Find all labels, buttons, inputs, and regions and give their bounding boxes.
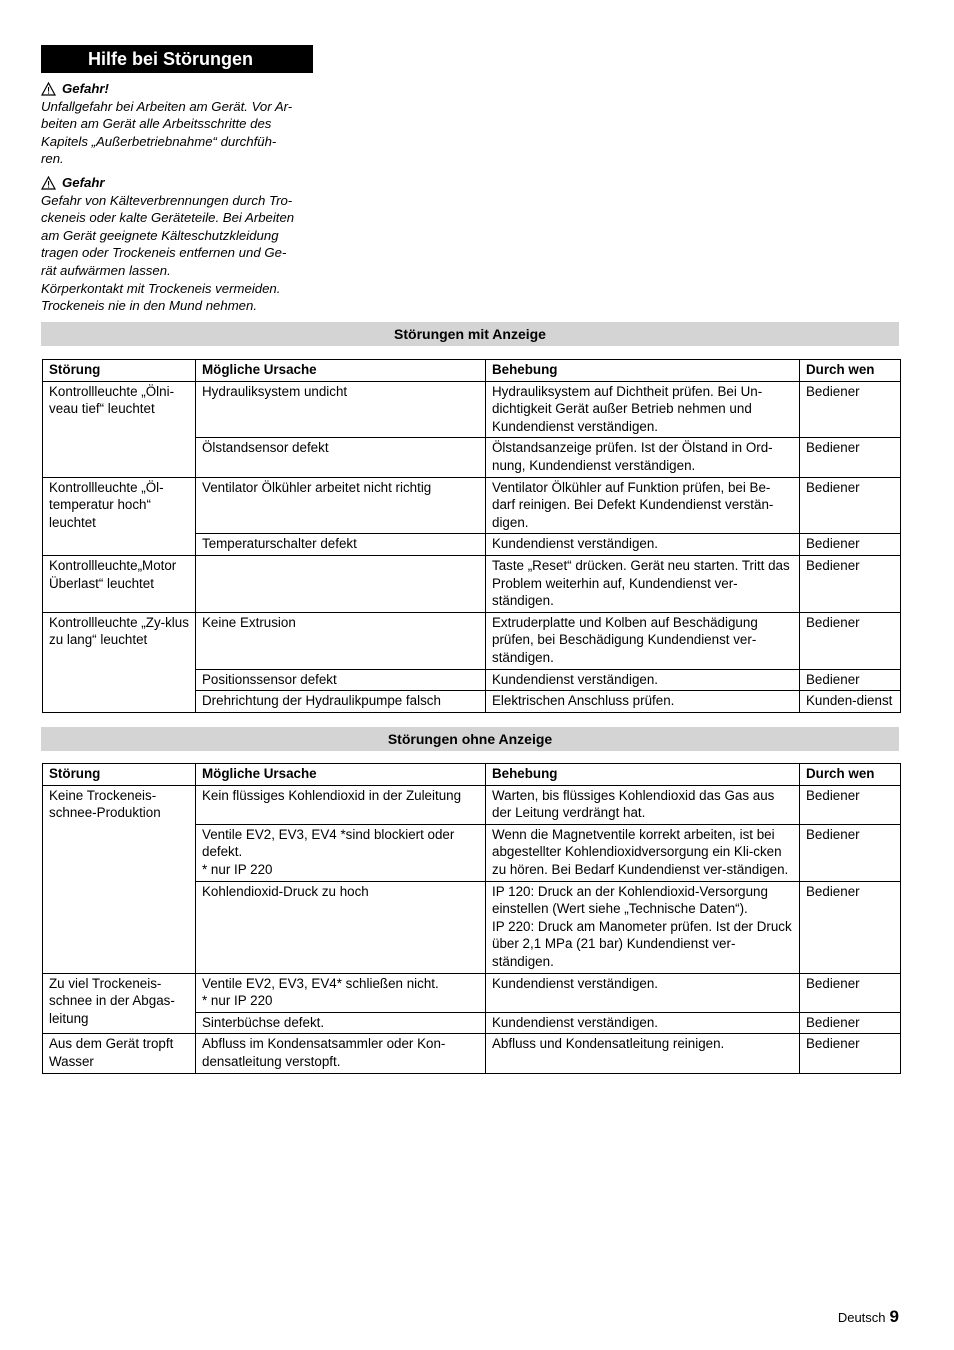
table-row — [43, 381, 901, 438]
warning-line: Trockeneis nie in den Mund nehmen. — [41, 298, 258, 314]
warning-heading-text: Gefahr — [62, 175, 105, 190]
cell-stoerung: Kontrollleuchte„Motor Überlast“ leuchtet — [43, 555, 196, 612]
cell-ursache — [196, 555, 486, 612]
cell-behebung: Kundendienst verständigen. — [486, 669, 800, 691]
cell-ursache: Ölstandsensor defekt — [196, 438, 486, 477]
cell-ursache: Positionssensor defekt — [196, 669, 486, 691]
cell-durch-wen: Bediener — [800, 973, 901, 1012]
cell-stoerung: Kontrollleuchte „Öl-temperatur hoch“ leuchtet — [43, 477, 196, 555]
page-footer — [838, 1307, 899, 1327]
warning-line: ckeneis oder kalte Geräteteile. Bei Arbeiten — [41, 210, 295, 226]
cell-ursache-text: Ventile EV2, EV3, EV4 *sind blockiert oder defekt. — [202, 826, 455, 860]
cell-ursache: Ventilator Ölkühler arbeitet nicht richtig — [196, 477, 486, 534]
cell-ursache: Drehrichtung der Hydraulikpumpe falsch — [196, 691, 486, 713]
section-heading-with-display: Störungen mit Anzeige — [41, 322, 899, 346]
table-header-row — [43, 764, 901, 786]
cell-behebung: Ölstandsanzeige prüfen. Ist der Ölstand in Ord-nung, Kundendienst verständigen. — [486, 438, 800, 477]
table-row — [43, 555, 901, 612]
cell-behebung: Elektrischen Anschluss prüfen. — [486, 691, 800, 713]
warning-triangle-icon — [41, 82, 56, 96]
cell-behebung: Kundendienst verständigen. — [486, 534, 800, 556]
cell-ursache: Temperaturschalter defekt — [196, 534, 486, 556]
danger-warning-2 — [41, 174, 316, 315]
cell-behebung: Kundendienst verständigen. — [486, 1012, 800, 1034]
cell-durch-wen: Bediener — [800, 438, 901, 477]
warning-line: ren. — [41, 151, 64, 167]
cell-stoerung: Kontrollleuchte „Ölni-veau tief“ leuchtet — [43, 381, 196, 477]
warning-line: tragen oder Trockeneis entfernen und Ge- — [41, 245, 287, 261]
danger-warning-1 — [41, 80, 316, 168]
warning-line: Kapitels „Außerbetriebnahme“ durchfüh- — [41, 133, 277, 149]
cell-stoerung: Keine Trockeneis-schnee-Produktion — [43, 785, 196, 973]
page-number: 9 — [889, 1307, 899, 1326]
cell-durch-wen: Bediener — [800, 534, 901, 556]
table-row — [43, 477, 901, 534]
cell-ursache: Kohlendioxid-Druck zu hoch — [196, 881, 486, 973]
table-row — [43, 785, 901, 824]
cell-durch-wen: Bediener — [800, 1012, 901, 1034]
warning-line: Gefahr von Kälteverbrennungen durch Tro- — [41, 192, 293, 208]
warning-heading-text: Gefahr! — [62, 81, 109, 96]
cell-ursache: Keine Extrusion — [196, 612, 486, 669]
cell-durch-wen: Bediener — [800, 669, 901, 691]
cell-stoerung: Zu viel Trockeneis-schnee in der Abgas-leitung — [43, 973, 196, 1034]
cell-behebung: Taste „Reset“ drücken. Gerät neu starten. Tritt das Problem weiterhin auf, Kundendienst ver-ständigen. — [486, 555, 800, 612]
cell-ursache — [196, 973, 486, 1012]
column-header-ursache: Mögliche Ursache — [196, 360, 486, 382]
cell-durch-wen: Bediener — [800, 381, 901, 438]
cell-durch-wen: Bediener — [800, 1034, 901, 1073]
cell-stoerung: Aus dem Gerät tropft Wasser — [43, 1034, 196, 1073]
cell-behebung: Hydrauliksystem auf Dichtheit prüfen. Bei Un-dichtigkeit Gerät außer Betrieb nehmen und Kundendienst verständigen. — [486, 381, 800, 438]
column-header-durch-wen: Durch wen — [800, 764, 901, 786]
cell-ursache — [196, 824, 486, 881]
cell-behebung: Ventilator Ölkühler auf Funktion prüfen, bei Be-darf reinigen. Bei Defekt Kundendienst verstän-digen. — [486, 477, 800, 534]
column-header-behebung: Behebung — [486, 764, 800, 786]
footer-language: Deutsch — [837, 1310, 886, 1325]
cell-behebung: Extruderplatte und Kolben auf Beschädigung prüfen, bei Beschädigung Kundendienst ver-ständigen. — [486, 612, 800, 669]
cell-durch-wen: Bediener — [800, 477, 901, 534]
cell-ursache-text: Ventile EV2, EV3, EV4* schließen nicht. — [202, 975, 439, 991]
cell-durch-wen: Bediener — [800, 785, 901, 824]
cell-behebung: Kundendienst verständigen. — [486, 973, 800, 1012]
cell-behebung-text: IP 120: Druck an der Kohlendioxid-Versorgung einstellen (Wert siehe „Technische Daten“). — [492, 883, 768, 917]
warning-triangle-icon — [41, 176, 56, 190]
section-heading-without-display: Störungen ohne Anzeige — [41, 727, 899, 751]
column-header-durch-wen: Durch wen — [800, 360, 901, 382]
table-faults-without-display — [42, 763, 901, 1074]
table-header-row — [43, 360, 901, 382]
column-header-stoerung: Störung — [43, 764, 196, 786]
cell-durch-wen: Bediener — [800, 555, 901, 612]
table-row — [43, 1034, 901, 1073]
cell-behebung: Wenn die Magnetventile korrekt arbeiten, ist bei abgestellter Kohlendioxidversorgung ein Kli-cken zu hören. Bei Bedarf Kundendienst ver-ständigen. — [486, 824, 800, 881]
cell-durch-wen: Bediener — [800, 881, 901, 973]
cell-ursache: Kein flüssiges Kohlendioxid in der Zuleitung — [196, 785, 486, 824]
table-row — [43, 973, 901, 1012]
page-title: Hilfe bei Störungen — [41, 45, 313, 73]
cell-behebung: Abfluss und Kondensatleitung reinigen. — [486, 1034, 800, 1073]
warning-line: am Gerät geeignete Kälteschutzkleidung — [41, 227, 279, 243]
cell-ursache: Hydrauliksystem undicht — [196, 381, 486, 438]
warning-line: beiten am Gerät alle Arbeitsschritte des — [41, 116, 272, 132]
cell-behebung-note: IP 220: Druck am Manometer prüfen. Ist der Druck über 2,1 MPa (21 bar) Kundendienst ver-ständigen. — [492, 918, 792, 969]
warning-line: rät aufwärmen lassen. — [41, 262, 171, 278]
cell-ursache: Abfluss im Kondensatsammler oder Kon-densatleitung verstopft. — [196, 1034, 486, 1073]
column-header-stoerung: Störung — [43, 360, 196, 382]
cell-durch-wen: Bediener — [800, 824, 901, 881]
cell-ursache-note: * nur IP 220 — [202, 861, 273, 877]
cell-stoerung: Kontrollleuchte „Zy-klus zu lang“ leuchtet — [43, 612, 196, 712]
warning-heading — [41, 174, 316, 192]
warning-line: Körperkontakt mit Trockeneis vermeiden. — [41, 280, 281, 296]
cell-behebung — [486, 881, 800, 973]
cell-durch-wen: Bediener — [800, 612, 901, 669]
cell-ursache: Sinterbüchse defekt. — [196, 1012, 486, 1034]
warning-heading — [41, 80, 316, 98]
column-header-ursache: Mögliche Ursache — [196, 764, 486, 786]
warning-line: Unfallgefahr bei Arbeiten am Gerät. Vor Ar- — [41, 98, 293, 114]
cell-behebung: Warten, bis flüssiges Kohlendioxid das Gas aus der Leitung verdrängt hat. — [486, 785, 800, 824]
table-faults-with-display — [42, 359, 901, 713]
cell-ursache-note: * nur IP 220 — [202, 993, 273, 1009]
column-header-behebung: Behebung — [486, 360, 800, 382]
cell-durch-wen: Kunden-dienst — [800, 691, 901, 713]
table-row — [43, 612, 901, 669]
